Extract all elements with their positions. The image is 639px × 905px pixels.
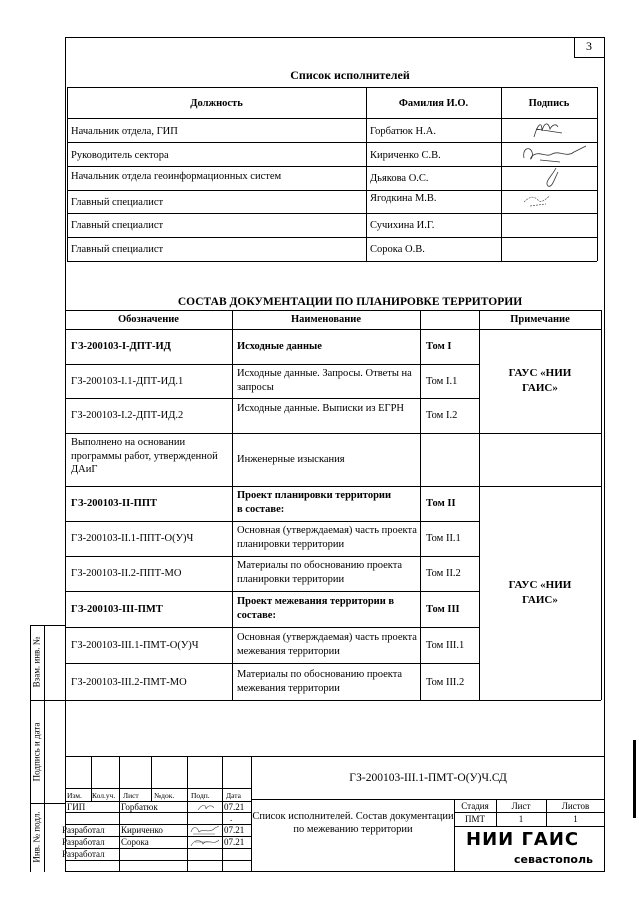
doc-designation: ГЗ-200103-III-ПМТ xyxy=(71,604,163,615)
doc-designation: ГЗ-200103-II.2-ППТ-МО xyxy=(71,568,182,579)
performer-name: Ягодкина М.В. xyxy=(370,193,437,204)
tb-date: 07.21 xyxy=(224,802,245,812)
signature-yagodkina xyxy=(520,190,560,210)
doc-volume: Том II.2 xyxy=(426,568,461,579)
doc-volume: Том III.2 xyxy=(426,677,465,688)
doc-designation: ГЗ-200103-I.1-ДПТ-ИД.1 xyxy=(71,376,184,387)
tb-stage: ПМТ xyxy=(465,814,485,824)
doc-name: Основная (утверждаемая) часть проекта межевания территории xyxy=(237,632,417,657)
doc-name: Проект межевания территории в составе: xyxy=(237,596,395,621)
performer-position: Главный специалист xyxy=(71,220,164,231)
tb-col-list: Лист xyxy=(123,791,139,800)
doc-volume: Том III xyxy=(426,604,460,615)
org-logo-city: севастополь xyxy=(514,853,593,866)
doc-volume: Том I.1 xyxy=(426,376,458,387)
note-organization: ГАУС «НИИ ГАИС» xyxy=(508,579,572,606)
composition-header-name: Наименование xyxy=(291,314,361,325)
tb-sheets-header: Листов xyxy=(561,801,590,811)
composition-header-note: Примечание xyxy=(510,314,570,325)
doc-name: Исходные данные. Запросы. Ответы на запросы xyxy=(237,368,412,393)
performer-name: Сорока О.В. xyxy=(370,244,425,255)
doc-designation: Выполнено на основании программы работ, утвержденной ДАиГ xyxy=(71,437,218,475)
doc-designation: ГЗ-200103-II-ППТ xyxy=(71,498,157,509)
tb-col-izm: Изм. xyxy=(67,791,82,800)
tb-signature-kirichenko xyxy=(189,824,221,836)
signature-dyakova xyxy=(540,166,570,190)
tb-doc-code: ГЗ-200103-III.1-ПМТ-О(У)Ч.СД xyxy=(349,772,507,784)
doc-name: Основная (утверждаемая) часть проекта планировки территории xyxy=(237,525,417,550)
doc-volume: Том II xyxy=(426,498,456,509)
tb-signature-gorbatyuk xyxy=(196,802,216,812)
signature-kirichenko xyxy=(520,142,590,166)
tb-col-kolvo: Кол.уч. xyxy=(92,791,116,800)
performer-position: Начальник отдела, ГИП xyxy=(71,126,178,137)
doc-name: Исходные данные. Выписки из ЕГРН xyxy=(237,403,405,414)
doc-name: Проект планировки территории в составе: xyxy=(237,490,392,515)
tb-name: Кириченко xyxy=(121,825,163,835)
binding-mark xyxy=(633,740,636,818)
doc-volume: Том I.2 xyxy=(426,410,458,421)
tb-role: Разработал xyxy=(62,837,105,847)
tb-name: Горбатюк xyxy=(121,802,158,812)
doc-designation: ГЗ-200103-I.2-ДПТ-ИД.2 xyxy=(71,410,184,421)
tb-date: 07.21 xyxy=(224,837,245,847)
signature-gorbatyuk xyxy=(528,119,568,141)
org-logo-name: НИИ ГАИС xyxy=(466,829,580,850)
doc-name: Материалы по обоснованию проекта планировки территории xyxy=(237,560,403,585)
performers-header-position: Должность xyxy=(190,98,243,109)
tb-role: Разработал xyxy=(62,825,105,835)
tb-signature-soroka xyxy=(189,836,221,848)
performer-name: Сучихина И.Г. xyxy=(370,220,435,231)
tb-role: ГИП xyxy=(67,802,86,812)
performer-position: Руководитель сектора xyxy=(71,150,169,161)
tb-sheets: 1 xyxy=(573,814,578,824)
tb-sheet-header: Лист xyxy=(511,801,531,811)
tb-sheet: 1 xyxy=(518,814,524,824)
composition-title: СОСТАВ ДОКУМЕНТАЦИИ ПО ПЛАНИРОВКЕ ТЕРРИТОРИИ xyxy=(177,296,523,308)
performer-name: Дьякова О.С. xyxy=(370,173,429,184)
tb-col-date: Дата xyxy=(226,791,241,800)
tb-date: . xyxy=(230,813,233,823)
doc-designation: ГЗ-200103-III.2-ПМТ-МО xyxy=(71,677,187,688)
side-sign-date: Подпись и дата xyxy=(31,722,42,782)
doc-designation: ГЗ-200103-II.1-ППТ-О(У)Ч xyxy=(71,533,194,544)
tb-name: Сорока xyxy=(121,837,149,847)
doc-volume: Том II.1 xyxy=(426,533,461,544)
performer-position: Начальник отдела геоинформационных систем xyxy=(71,171,282,182)
note-organization: ГАУС «НИИ ГАИС» xyxy=(508,367,572,394)
side-replace-inv: Взам. инв. № xyxy=(31,636,42,688)
tb-date: 07.21 xyxy=(224,825,245,835)
page-number: 3 xyxy=(586,39,592,53)
performers-header-name: Фамилия И.О. xyxy=(398,98,469,109)
performers-title: Список исполнителей xyxy=(290,68,410,82)
doc-designation: ГЗ-200103-I-ДПТ-ИД xyxy=(71,341,171,352)
tb-col-ndoc: №док. xyxy=(154,791,175,800)
doc-volume: Том I xyxy=(426,341,452,352)
doc-volume: Том III.1 xyxy=(426,640,465,651)
side-inv-orig: Инв. № подл. xyxy=(31,811,42,863)
tb-doc-title: Список исполнителей. Состав документации по межеванию территории xyxy=(252,811,454,835)
doc-name: Исходные данные xyxy=(237,341,322,352)
performer-name: Кириченко С.В. xyxy=(370,150,441,161)
performers-header-signature: Подпись xyxy=(528,98,570,109)
composition-header-designation: Обозначение xyxy=(118,314,179,325)
tb-col-podp: Подп. xyxy=(191,791,210,800)
performer-position: Главный специалист xyxy=(71,197,164,208)
doc-name: Инженерные изыскания xyxy=(237,454,345,465)
doc-name: Материалы по обоснованию проекта межевания территории xyxy=(237,669,403,694)
performer-name: Горбатюк Н.А. xyxy=(370,126,436,137)
doc-designation: ГЗ-200103-III.1-ПМТ-О(У)Ч xyxy=(71,640,199,651)
tb-role: Разработал xyxy=(62,849,105,859)
tb-stage-header: Стадия xyxy=(461,801,489,811)
performer-position: Главный специалист xyxy=(71,244,164,255)
